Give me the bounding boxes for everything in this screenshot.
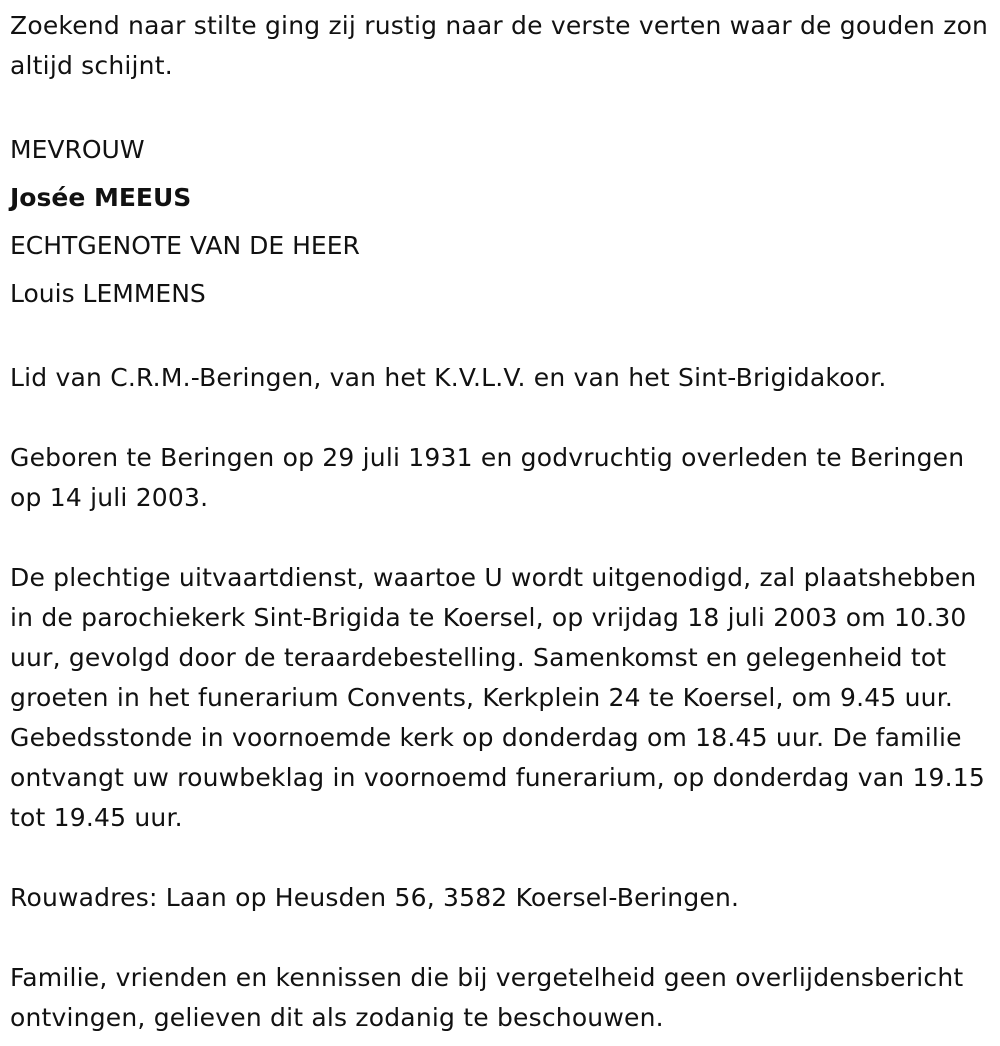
spacer: [10, 86, 1000, 126]
closing-text: Familie, vrienden en kennissen die bij vergetelheid geen overlijdensbericht ontvingen, gelieven dit als zodanig te beschouwen.: [10, 963, 964, 1032]
membership-text: Lid van C.R.M.-Beringen, van het K.V.L.V. en van het Sint-Brigidakoor.: [10, 363, 887, 392]
deceased-block: [10, 126, 1000, 318]
spacer: [10, 318, 1000, 358]
title-text: MEVROUW: [10, 135, 145, 164]
spacer: [10, 918, 1000, 958]
spacer: [10, 398, 1000, 438]
birth-death-text: Geboren te Beringen op 29 juli 1931 en godvruchtig overleden te Beringen op 14 juli 2003.: [10, 443, 965, 512]
deceased-name: Josée MEEUS: [10, 183, 192, 212]
motto-text: Zoekend naar stilte ging zij rustig naar de verste verten waar de gouden zon altijd schijnt.: [10, 11, 989, 80]
spacer: [10, 838, 1000, 878]
spouse-name: Louis LEMMENS: [10, 279, 206, 308]
spouse-label: ECHTGENOTE VAN DE HEER: [10, 231, 360, 260]
spacer: [10, 518, 1000, 558]
mourning-address: Rouwadres: Laan op Heusden 56, 3582 Koersel-Beringen.: [10, 883, 740, 912]
funeral-service-text: De plechtige uitvaartdienst, waartoe U wordt uitgenodigd, zal plaatshebben in de parochiekerk Sint-Brigida te Koersel, op vrijdag 18 juli 2003 om 10.30 uur, gevolgd door de teraardebestelling. Samenkomst en gelegenheid tot groeten in het funerarium Convents, Kerkplein 24 te Koersel, om 9.45 uur. Gebedsstonde in voornoemde kerk op donderdag om 18.45 uur. De familie ontvangt uw rouwbeklag in voornoemd funerarium, op donderdag van 19.15 tot 19.45 uur.: [10, 563, 986, 832]
